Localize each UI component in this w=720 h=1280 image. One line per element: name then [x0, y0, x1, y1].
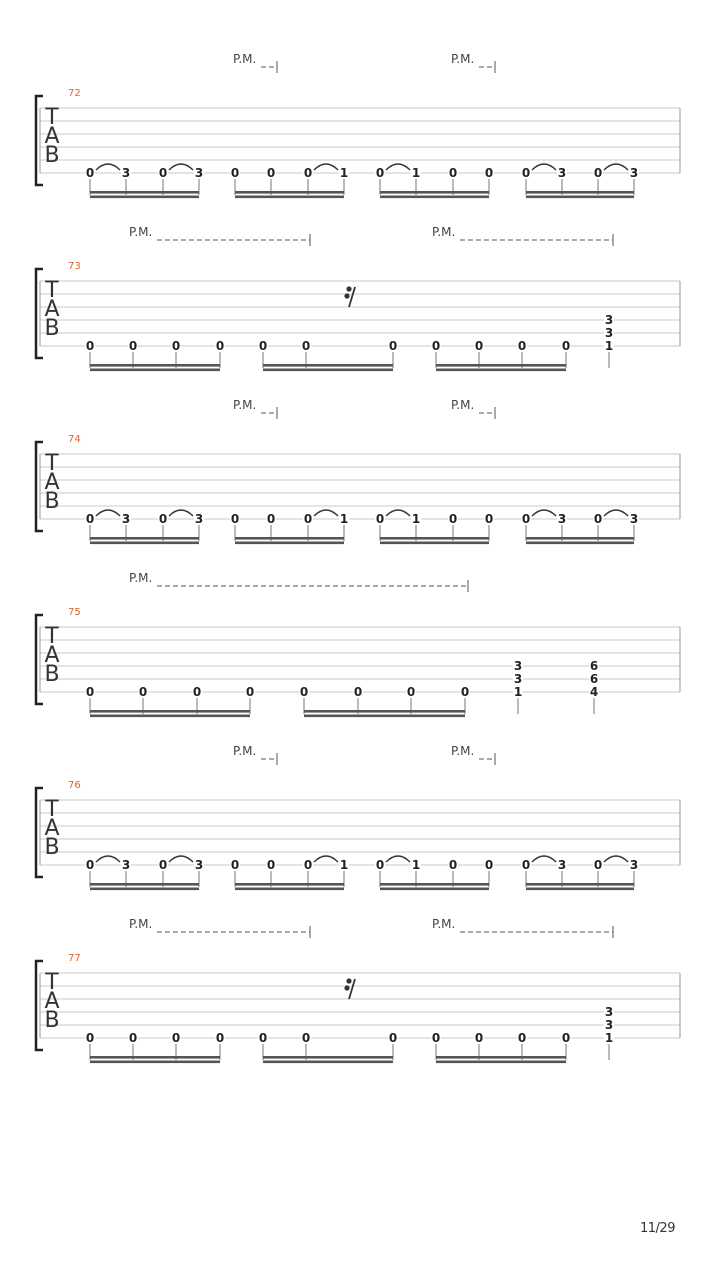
palm-mute-label: P.M. — [451, 744, 475, 758]
fret-number: 0 — [484, 512, 494, 526]
beam-primary — [436, 1056, 566, 1059]
fret-number: 0 — [85, 685, 95, 699]
tie-arc — [169, 164, 193, 170]
tab-clef-letter: T — [45, 970, 59, 995]
beam-secondary — [90, 196, 199, 199]
fret-number: 3 — [194, 166, 204, 180]
fret-number: 1 — [604, 339, 614, 353]
beam-primary — [263, 1056, 393, 1059]
tab-system-76 — [36, 744, 680, 890]
fret-number: 0 — [128, 1031, 138, 1045]
beam-primary — [380, 537, 489, 540]
beam-secondary — [380, 888, 489, 891]
tab-clef-letter: T — [45, 105, 59, 130]
fret-number: 3 — [121, 858, 131, 872]
fret-number: 0 — [388, 1031, 398, 1045]
beam-secondary — [380, 196, 489, 199]
fret-number: 0 — [593, 858, 603, 872]
measure-number: 74 — [68, 434, 81, 445]
beam-primary — [436, 364, 566, 367]
fret-number: 0 — [521, 512, 531, 526]
fret-number: 0 — [484, 858, 494, 872]
fret-number: 0 — [230, 858, 240, 872]
beam-secondary — [90, 542, 199, 545]
tab-system-77 — [36, 917, 680, 1063]
palm-mute-label: P.M. — [451, 52, 475, 66]
beam-secondary — [263, 369, 393, 372]
beam-primary — [526, 191, 634, 194]
fret-number: 0 — [301, 1031, 311, 1045]
beam-primary — [90, 1056, 220, 1059]
beam-primary — [235, 191, 344, 194]
fret-number: 1 — [411, 858, 421, 872]
fret-number: 0 — [561, 339, 571, 353]
beam-secondary — [90, 888, 199, 891]
tab-clef-letter: A — [44, 816, 60, 841]
fret-number: 0 — [192, 685, 202, 699]
palm-mute-label: P.M. — [233, 398, 257, 412]
fret-number: 0 — [258, 339, 268, 353]
fret-number: 3 — [513, 672, 523, 686]
fret-number: 1 — [339, 512, 349, 526]
fret-number: 0 — [431, 1031, 441, 1045]
fret-number: 0 — [474, 339, 484, 353]
beam-secondary — [304, 715, 465, 718]
palm-mute-label: P.M. — [233, 744, 257, 758]
fret-number: 0 — [266, 512, 276, 526]
fret-number: 0 — [245, 685, 255, 699]
fret-number: 0 — [171, 1031, 181, 1045]
fret-number: 0 — [171, 339, 181, 353]
beam-primary — [380, 191, 489, 194]
beam-primary — [235, 537, 344, 540]
tie-arc — [386, 164, 410, 170]
beam-secondary — [90, 715, 250, 718]
fret-number: 0 — [215, 339, 225, 353]
fret-number: 0 — [266, 858, 276, 872]
tab-clef-letter: B — [44, 662, 60, 687]
beam-secondary — [235, 542, 344, 545]
fret-number: 3 — [121, 166, 131, 180]
fret-number: 0 — [303, 166, 313, 180]
fret-number: 0 — [448, 166, 458, 180]
fret-number: 0 — [521, 858, 531, 872]
fret-number: 3 — [121, 512, 131, 526]
measure-number: 76 — [68, 780, 81, 791]
tab-clef-letter: A — [44, 989, 60, 1014]
fret-number: 3 — [513, 659, 523, 673]
tie-arc — [532, 164, 556, 170]
page-number: 11/29 — [640, 1221, 675, 1236]
beam-secondary — [380, 542, 489, 545]
tab-clef-letter: B — [44, 143, 60, 168]
tab-clef-letter: B — [44, 489, 60, 514]
tie-arc — [314, 164, 338, 170]
fret-number: 0 — [85, 166, 95, 180]
measure-number: 72 — [68, 88, 81, 99]
tab-clef-letter: A — [44, 297, 60, 322]
fret-number: 0 — [375, 512, 385, 526]
tie-arc — [96, 856, 120, 862]
fret-number: 0 — [85, 512, 95, 526]
fret-number: 0 — [593, 166, 603, 180]
beam-secondary — [526, 196, 634, 199]
fret-number: 1 — [513, 685, 523, 699]
fret-number: 0 — [266, 166, 276, 180]
fret-number: 0 — [158, 166, 168, 180]
tie-arc — [386, 510, 410, 516]
tie-arc — [604, 856, 628, 862]
measure-number: 73 — [68, 261, 81, 272]
tie-arc — [96, 164, 120, 170]
tab-system-73 — [36, 225, 680, 371]
fret-number: 0 — [301, 339, 311, 353]
beam-primary — [263, 364, 393, 367]
fret-number: 0 — [230, 512, 240, 526]
fret-number: 3 — [629, 166, 639, 180]
fret-number: 6 — [589, 672, 599, 686]
beam-secondary — [235, 888, 344, 891]
fret-number: 0 — [85, 339, 95, 353]
beam-primary — [526, 883, 634, 886]
beam-primary — [90, 191, 199, 194]
tie-arc — [96, 510, 120, 516]
fret-number: 0 — [303, 858, 313, 872]
palm-mute-label: P.M. — [432, 917, 456, 931]
tie-arc — [532, 856, 556, 862]
beam-primary — [90, 364, 220, 367]
tie-arc — [169, 510, 193, 516]
beam-secondary — [235, 196, 344, 199]
fret-number: 0 — [299, 685, 309, 699]
beam-secondary — [526, 888, 634, 891]
measure-number: 77 — [68, 953, 81, 964]
tie-arc — [386, 856, 410, 862]
tab-clef-letter: B — [44, 1008, 60, 1033]
fret-number: 1 — [604, 1031, 614, 1045]
tab-clef-letter: B — [44, 835, 60, 860]
fret-number: 0 — [406, 685, 416, 699]
rest-dot — [346, 286, 351, 291]
palm-mute-label: P.M. — [432, 225, 456, 239]
fret-number: 0 — [85, 1031, 95, 1045]
fret-number: 0 — [460, 685, 470, 699]
fret-number: 0 — [215, 1031, 225, 1045]
fret-number: 3 — [604, 1018, 614, 1032]
measure-number: 75 — [68, 607, 81, 618]
palm-mute-label: P.M. — [129, 225, 153, 239]
fret-number: 0 — [375, 166, 385, 180]
fret-number: 0 — [561, 1031, 571, 1045]
fret-number: 0 — [474, 1031, 484, 1045]
fret-number: 4 — [589, 685, 599, 699]
fret-number: 0 — [303, 512, 313, 526]
fret-number: 0 — [128, 339, 138, 353]
beam-primary — [235, 883, 344, 886]
fret-number: 0 — [448, 512, 458, 526]
fret-number: 3 — [629, 858, 639, 872]
tie-arc — [532, 510, 556, 516]
tab-clef-letter: T — [45, 624, 59, 649]
fret-number: 3 — [557, 858, 567, 872]
fret-number: 0 — [375, 858, 385, 872]
tab-system-72 — [36, 52, 680, 198]
fret-number: 0 — [521, 166, 531, 180]
tie-arc — [169, 856, 193, 862]
tie-arc — [604, 164, 628, 170]
beam-secondary — [436, 1061, 566, 1064]
rest-dot — [344, 293, 349, 298]
beam-secondary — [263, 1061, 393, 1064]
fret-number: 3 — [604, 326, 614, 340]
fret-number: 1 — [339, 166, 349, 180]
fret-number: 0 — [138, 685, 148, 699]
fret-number: 0 — [517, 1031, 527, 1045]
palm-mute-label: P.M. — [129, 917, 153, 931]
tab-system-74 — [36, 398, 680, 544]
beam-primary — [526, 537, 634, 540]
fret-number: 3 — [604, 1005, 614, 1019]
beam-primary — [90, 883, 199, 886]
fret-number: 0 — [431, 339, 441, 353]
fret-number: 3 — [557, 512, 567, 526]
fret-number: 0 — [388, 339, 398, 353]
palm-mute-label: P.M. — [233, 52, 257, 66]
beam-secondary — [90, 1061, 220, 1064]
fret-number: 3 — [557, 166, 567, 180]
fret-number: 0 — [593, 512, 603, 526]
beam-primary — [380, 883, 489, 886]
fret-number: 1 — [411, 166, 421, 180]
tab-clef-letter: T — [45, 278, 59, 303]
rest-dot — [344, 985, 349, 990]
fret-number: 0 — [353, 685, 363, 699]
beam-secondary — [436, 369, 566, 372]
fret-number: 0 — [517, 339, 527, 353]
fret-number: 1 — [411, 512, 421, 526]
tab-clef-letter: A — [44, 643, 60, 668]
fret-number: 3 — [194, 858, 204, 872]
tab-clef-letter: T — [45, 797, 59, 822]
tab-clef-letter: A — [44, 470, 60, 495]
fret-number: 0 — [158, 512, 168, 526]
fret-number: 1 — [339, 858, 349, 872]
tab-system-75 — [36, 571, 680, 717]
tie-arc — [314, 510, 338, 516]
fret-number: 3 — [629, 512, 639, 526]
beam-primary — [304, 710, 465, 713]
tab-clef-letter: A — [44, 124, 60, 149]
tab-clef-letter: B — [44, 316, 60, 341]
tab-clef-letter: T — [45, 451, 59, 476]
fret-number: 0 — [85, 858, 95, 872]
fret-number: 6 — [589, 659, 599, 673]
fret-number: 0 — [448, 858, 458, 872]
fret-number: 3 — [194, 512, 204, 526]
beam-secondary — [526, 542, 634, 545]
beam-primary — [90, 710, 250, 713]
fret-number: 3 — [604, 313, 614, 327]
tie-arc — [314, 856, 338, 862]
fret-number: 0 — [484, 166, 494, 180]
rest-dot — [346, 978, 351, 983]
palm-mute-label: P.M. — [451, 398, 475, 412]
beam-primary — [90, 537, 199, 540]
fret-number: 0 — [258, 1031, 268, 1045]
fret-number: 0 — [230, 166, 240, 180]
tie-arc — [604, 510, 628, 516]
beam-secondary — [90, 369, 220, 372]
palm-mute-label: P.M. — [129, 571, 153, 585]
fret-number: 0 — [158, 858, 168, 872]
